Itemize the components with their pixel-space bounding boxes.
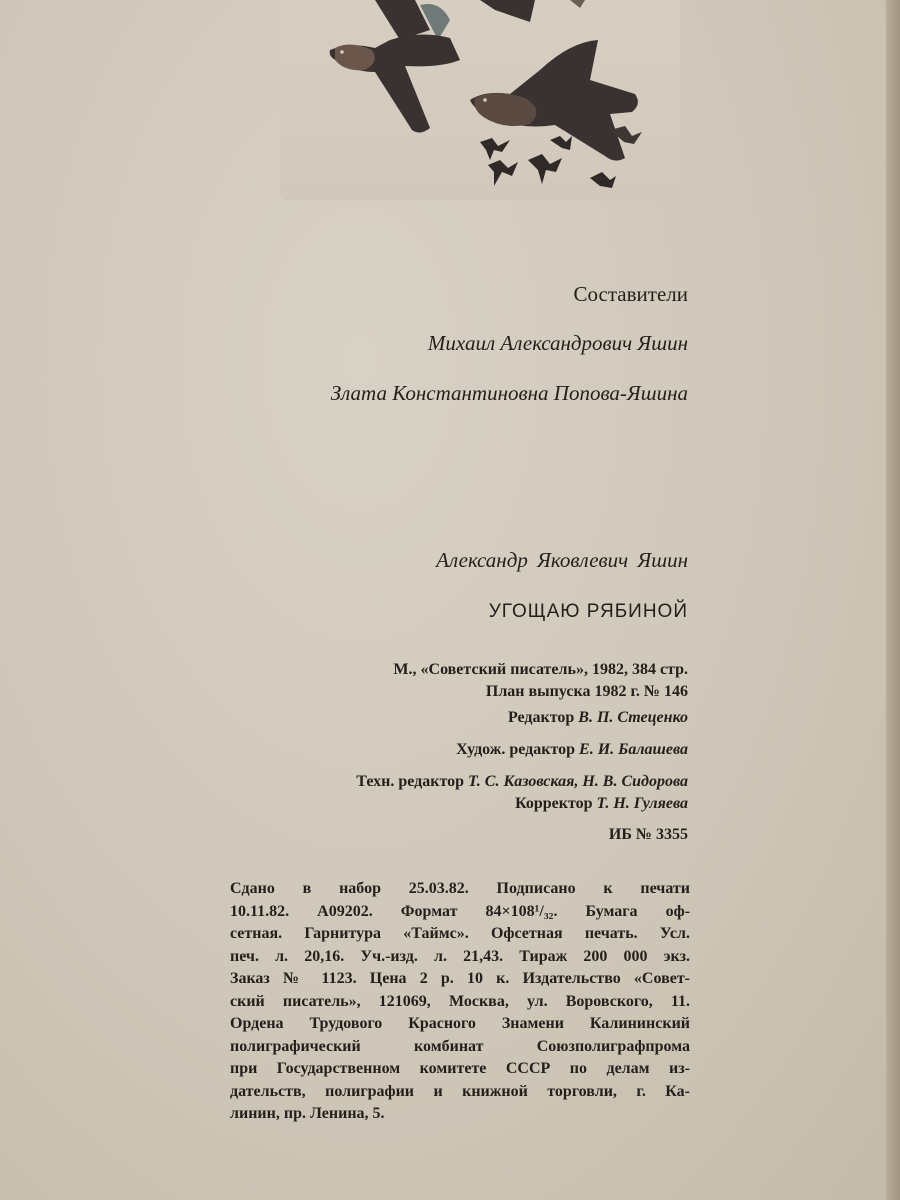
compilers-heading: Составители: [573, 282, 688, 306]
imprint-line: полиграфический комбинат Союзполиграфпрома: [230, 1037, 690, 1055]
staff-person: Е. И. Балашева: [579, 741, 688, 758]
staff-role: Корректор: [515, 795, 593, 812]
compiler-name: Злата Константиновна Попова-Яшина: [330, 381, 688, 405]
staff-role: Худож. редактор: [456, 741, 576, 758]
staff-tech-editor: [356, 773, 688, 791]
ib-number: ИБ № 3355: [608, 826, 688, 843]
plan-line: План выпуска 1982 г. № 146: [485, 683, 688, 700]
imprint-line: Заказ № 1123. Цена 2 р. 10 к. Издательство «Совет-: [230, 970, 690, 987]
imprint-line: печ. л. 20,16. Уч.-изд. л. 21,43. Тираж 200 000 экз.: [230, 947, 690, 965]
author-name: Александр Яковлевич Яшин: [436, 548, 688, 572]
flying-birds-icon: [280, 0, 680, 200]
staff-person: В. П. Стеценко: [578, 709, 688, 726]
staff-art-editor: [456, 741, 688, 759]
imprint-line: Ордена Трудового Красного Знамени Калининский: [230, 1015, 690, 1032]
staff-role: Техн. редактор: [356, 773, 465, 790]
imprint-line: при Государственном комитете СССР по делам из-: [230, 1060, 690, 1077]
imprint-line: дательств, полиграфии и книжной торговли, г. Ка-: [230, 1082, 690, 1100]
staff-proofreader: [515, 795, 688, 813]
imprint-block: [230, 878, 690, 1126]
book-title: УГОЩАЮ РЯБИНОЙ: [488, 601, 688, 622]
staff-person: Т. Н. Гуляева: [596, 795, 688, 812]
imprint-line: сетная. Гарнитура «Таймс». Офсетная печать. Усл.: [230, 925, 690, 942]
compiler-name: Михаил Александрович Яшин: [427, 331, 688, 355]
imprint-line: Сдано в набор 25.03.82. Подписано к печати: [230, 880, 690, 897]
imprint-line: линин, пр. Ленина, 5.: [230, 1105, 385, 1122]
birds-illustration: [280, 0, 680, 200]
imprint-line: 10.11.82. А09202. Формат 84×108¹/₃₂. Бумага оф-: [230, 902, 690, 920]
staff-editor: [508, 709, 688, 727]
imprint-line: ский писатель», 121069, Москва, ул. Воровского, 11.: [230, 992, 690, 1010]
staff-role: Редактор: [507, 709, 575, 726]
staff-person: Т. С. Казовская, Н. В. Сидорова: [468, 773, 688, 790]
publisher-line: М., «Советский писатель», 1982, 384 стр.: [393, 661, 688, 678]
page-edge: [886, 0, 900, 1200]
